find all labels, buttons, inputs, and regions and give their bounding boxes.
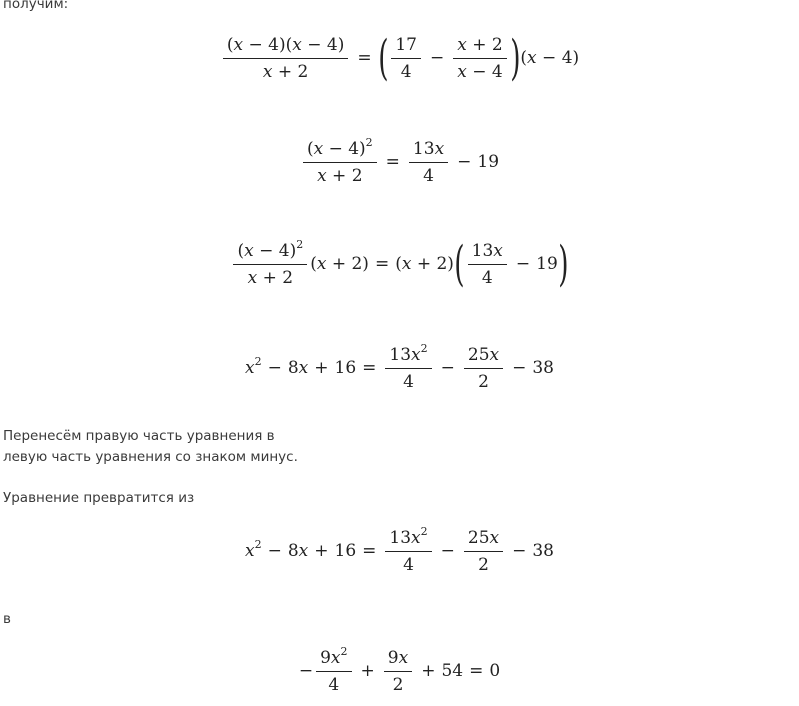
move-text-line-1: Перенесём правую часть уравнения в xyxy=(3,428,275,444)
equation-6: − $\frac{9x^2}{4}$ + $\frac{9x}{2}$ + 54 = 0 xyxy=(298,644,501,695)
equation-3: $\frac{(x - 4)^2}{x + 2}$ (x + 2) = (x + 2) ( $\frac{13x}{4}$ − 19 ) xyxy=(0,236,799,292)
transform-text: Уравнение превратится из xyxy=(3,490,195,506)
intro-text: получим: xyxy=(3,0,69,12)
equation-2: $\frac{(x - 4)^2}{x + 2}$ = $\frac{13x}{4}$ − 19 xyxy=(0,134,799,190)
move-text-line-2: левую часть уравнения со знаком минус. xyxy=(3,449,298,465)
equation-5: $x^2$ − 8x + 16 = $\frac{13x^2}{4}$ − $\frac{25x}{2}$ − 38 xyxy=(244,524,554,575)
equation-4: $x^2$ − 8x + 16 = $\frac{13x^2}{4}$ − $\frac{25x}{2}$ − 38 xyxy=(244,341,554,392)
equation-1: $\frac{(x - 4)(x - 4)}{x + 2}$ = ( $\frac{17}{4}$ − $\frac{x + 2}{x - 4}$ ) (x − 4) xyxy=(0,30,799,86)
into-text: в xyxy=(3,611,11,627)
